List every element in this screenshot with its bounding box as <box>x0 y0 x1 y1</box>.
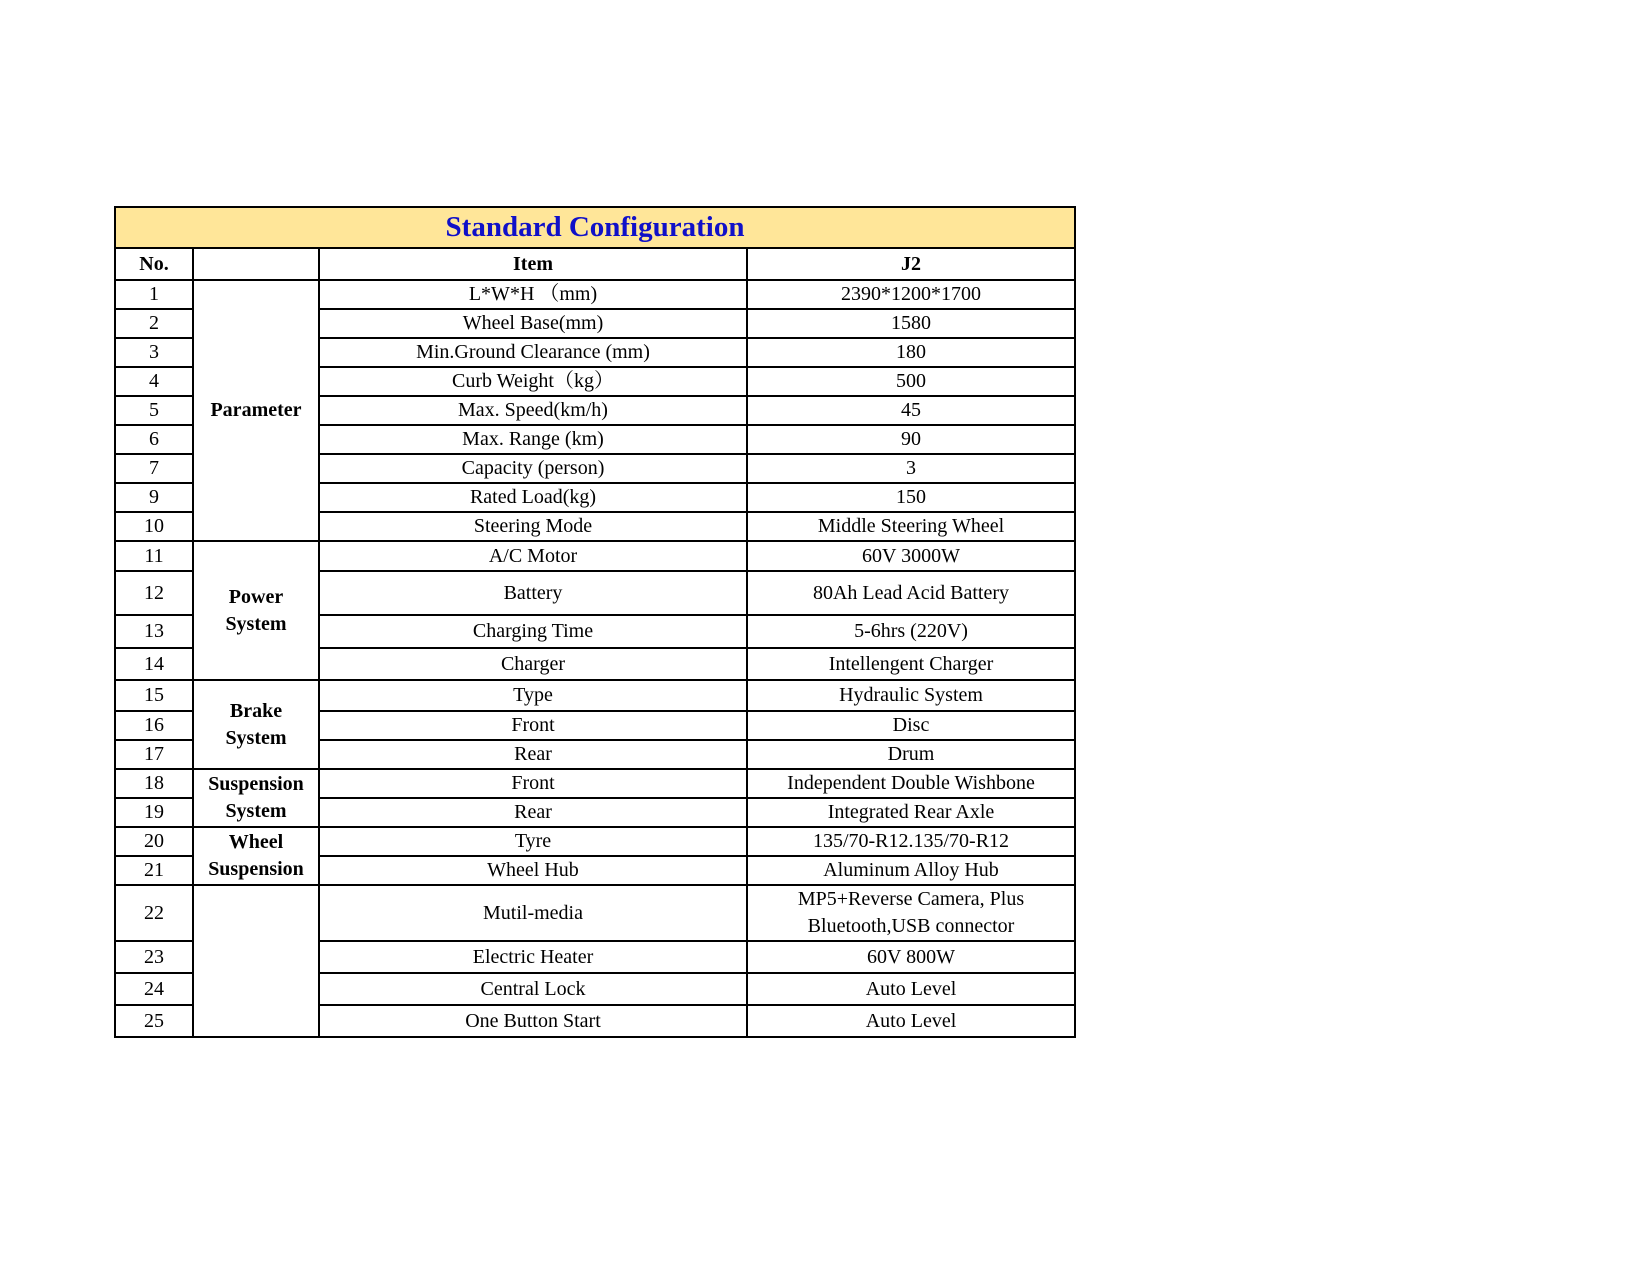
row-value: 90 <box>747 425 1075 454</box>
row-item: Rated Load(kg) <box>319 483 747 512</box>
row-item: Front <box>319 711 747 740</box>
group-label-line: Wheel <box>228 831 284 853</box>
row-no: 16 <box>115 711 193 740</box>
row-no: 21 <box>115 856 193 885</box>
row-no: 1 <box>115 280 193 309</box>
row-item: Min.Ground Clearance (mm) <box>319 338 747 367</box>
group-label-line: System <box>225 800 287 822</box>
group-unlabelled <box>193 885 319 1037</box>
row-item: A/C Motor <box>319 541 747 571</box>
row-no: 10 <box>115 512 193 541</box>
row-item: Charger <box>319 648 747 680</box>
table-title: Standard Configuration <box>115 207 1075 248</box>
header-no: No. <box>115 248 193 280</box>
table-row <box>115 280 1075 309</box>
row-item: Charging Time <box>319 615 747 648</box>
row-value: Auto Level <box>747 1005 1075 1037</box>
row-value: Independent Double Wishbone <box>747 769 1075 798</box>
header-model: J2 <box>747 248 1075 280</box>
row-item: Battery <box>319 571 747 615</box>
group-label-line: System <box>225 612 287 635</box>
row-no: 5 <box>115 396 193 425</box>
row-no: 7 <box>115 454 193 483</box>
row-no: 6 <box>115 425 193 454</box>
row-no: 25 <box>115 1005 193 1037</box>
row-item: Front <box>319 769 747 798</box>
table-row <box>115 827 1075 856</box>
row-value: 60V 3000W <box>747 541 1075 571</box>
row-item: Steering Mode <box>319 512 747 541</box>
row-no: 20 <box>115 827 193 856</box>
row-value: 180 <box>747 338 1075 367</box>
group-power-system <box>193 541 319 680</box>
row-no: 17 <box>115 740 193 769</box>
row-item: Max. Range (km) <box>319 425 747 454</box>
row-value: Drum <box>747 740 1075 769</box>
row-no: 11 <box>115 541 193 571</box>
row-value: Hydraulic System <box>747 680 1075 711</box>
row-no: 12 <box>115 571 193 615</box>
row-value: Auto Level <box>747 973 1075 1005</box>
row-value: Disc <box>747 711 1075 740</box>
row-item: Central Lock <box>319 973 747 1005</box>
row-value: 1580 <box>747 309 1075 338</box>
row-item: Tyre <box>319 827 747 856</box>
row-item: Mutil-media <box>319 885 747 941</box>
row-no: 14 <box>115 648 193 680</box>
row-item: Electric Heater <box>319 941 747 973</box>
row-item: L*W*H （mm) <box>319 280 747 309</box>
row-no: 3 <box>115 338 193 367</box>
row-value: 2390*1200*1700 <box>747 280 1075 309</box>
table-row <box>115 541 1075 571</box>
row-value: Middle Steering Wheel <box>747 512 1075 541</box>
row-value: 500 <box>747 367 1075 396</box>
row-item: Curb Weight（kg） <box>319 367 747 396</box>
row-item: Capacity (person) <box>319 454 747 483</box>
row-value: 80Ah Lead Acid Battery <box>747 571 1075 615</box>
row-value <box>747 885 1075 941</box>
row-no: 15 <box>115 680 193 711</box>
row-no: 23 <box>115 941 193 973</box>
row-value-line: Bluetooth,USB connector <box>807 915 1015 937</box>
group-parameter: Parameter <box>193 280 319 541</box>
row-value: 135/70-R12.135/70-R12 <box>747 827 1075 856</box>
row-item: Max. Speed(km/h) <box>319 396 747 425</box>
row-no: 13 <box>115 615 193 648</box>
group-label-line: Brake <box>229 699 283 722</box>
row-value: 5-6hrs (220V) <box>747 615 1075 648</box>
group-label-line: System <box>225 726 287 749</box>
table-row <box>115 769 1075 798</box>
row-item: Rear <box>319 740 747 769</box>
table-row <box>115 680 1075 711</box>
group-wheel-suspension <box>193 827 319 885</box>
row-value: Intellengent Charger <box>747 648 1075 680</box>
header-group <box>193 248 319 280</box>
row-no: 2 <box>115 309 193 338</box>
group-label-line: Power <box>228 585 284 608</box>
row-value: Integrated Rear Axle <box>747 798 1075 827</box>
header-item: Item <box>319 248 747 280</box>
row-no: 22 <box>115 885 193 941</box>
row-value: Aluminum Alloy Hub <box>747 856 1075 885</box>
row-item: Type <box>319 680 747 711</box>
group-suspension-system <box>193 769 319 827</box>
row-item: Rear <box>319 798 747 827</box>
row-no: 24 <box>115 973 193 1005</box>
row-no: 19 <box>115 798 193 827</box>
row-value-line: MP5+Reverse Camera, Plus <box>797 888 1025 910</box>
row-no: 9 <box>115 483 193 512</box>
row-item: Wheel Hub <box>319 856 747 885</box>
spec-table <box>114 206 1076 1038</box>
group-label-line: Suspension <box>208 773 304 795</box>
row-value: 45 <box>747 396 1075 425</box>
row-no: 4 <box>115 367 193 396</box>
row-no: 18 <box>115 769 193 798</box>
group-brake-system <box>193 680 319 769</box>
group-label-line: Suspension <box>208 858 304 880</box>
row-value: 150 <box>747 483 1075 512</box>
table-row <box>115 885 1075 941</box>
row-item: Wheel Base(mm) <box>319 309 747 338</box>
row-item: One Button Start <box>319 1005 747 1037</box>
row-value: 60V 800W <box>747 941 1075 973</box>
row-value: 3 <box>747 454 1075 483</box>
